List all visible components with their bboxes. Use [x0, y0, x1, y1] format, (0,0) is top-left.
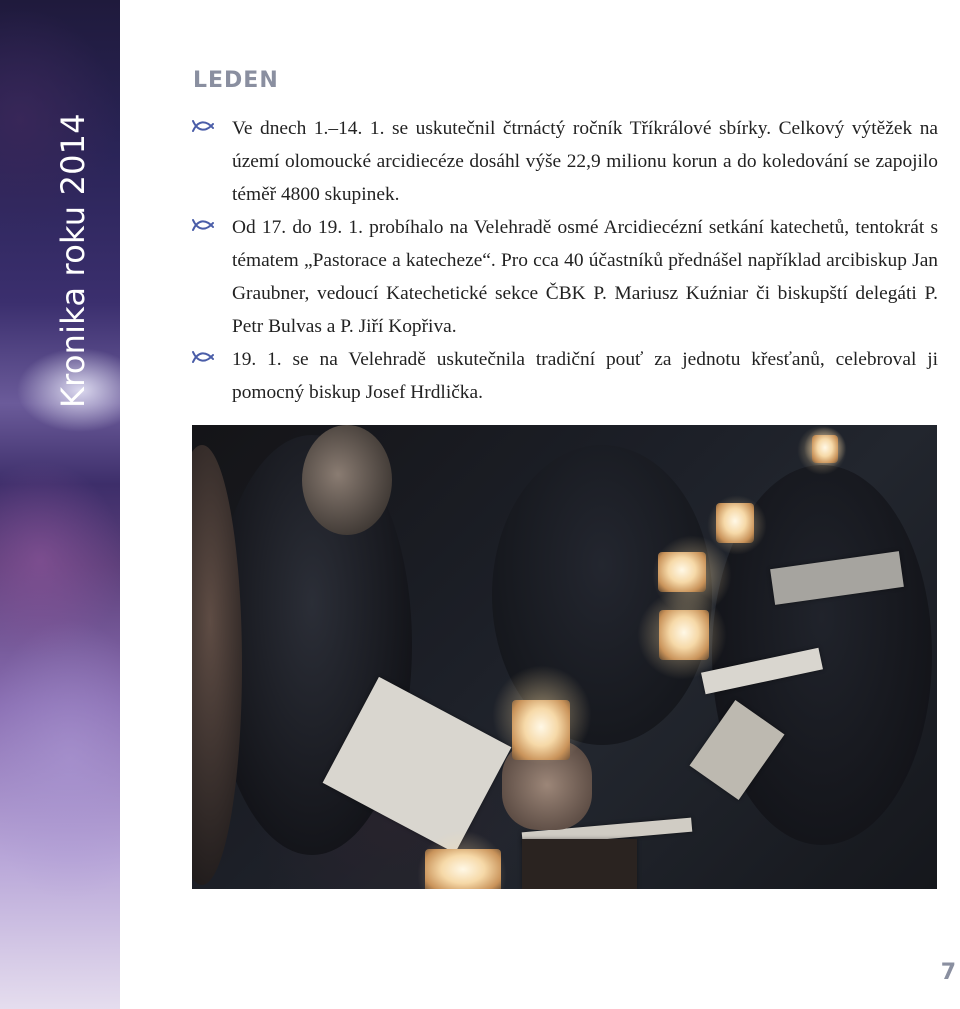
candle [812, 435, 838, 463]
candle [658, 552, 706, 592]
person-silhouette [302, 425, 392, 535]
entry-item [192, 343, 938, 409]
candle [716, 503, 754, 543]
entry-text: Ve dnech 1.–14. 1. se uskutečnil čtrnáctý ročník Tříkrálové sbírky. Celkový výtěžek na území olomoucké arcidiecéze dosáhl výše 22,9 milionu korun a do koledování se zapojilo téměř 4800 skupinek. [232, 118, 938, 205]
fish-icon [192, 119, 214, 133]
fish-icon [192, 350, 214, 364]
entry-text: Od 17. do 19. 1. probíhalo na Velehradě osmé Arcidiecézní setkání katechetů, tentokrát s tématem „Pastorace a katecheze“. Pro cca 40 účastníků přednášel například arcibiskup Jan Graubner, vedoucí Katechetické sekce ČBK P. Mariusz Kuźniar či biskupští delegáti P. Petr Bulvas a P. Jiří Kopřiva. [232, 217, 938, 337]
side-band [0, 0, 120, 1009]
page-number: 7 [940, 960, 956, 985]
candle [659, 610, 709, 660]
entry-item [192, 112, 938, 211]
book [522, 839, 637, 889]
candle [425, 849, 501, 889]
candle [512, 700, 570, 760]
month-heading: LEDEN [193, 68, 279, 93]
candlelit-gathering-photo [192, 425, 937, 889]
entry-text: 19. 1. se na Velehradě uskutečnila tradiční pouť za jednotu křesťanů, celebroval ji pomocný biskup Josef Hrdlička. [232, 349, 938, 403]
entry-list [192, 112, 938, 409]
entry-item [192, 211, 938, 343]
chronicle-title: Kronika roku 2014 [54, 113, 92, 408]
fish-icon [192, 218, 214, 232]
